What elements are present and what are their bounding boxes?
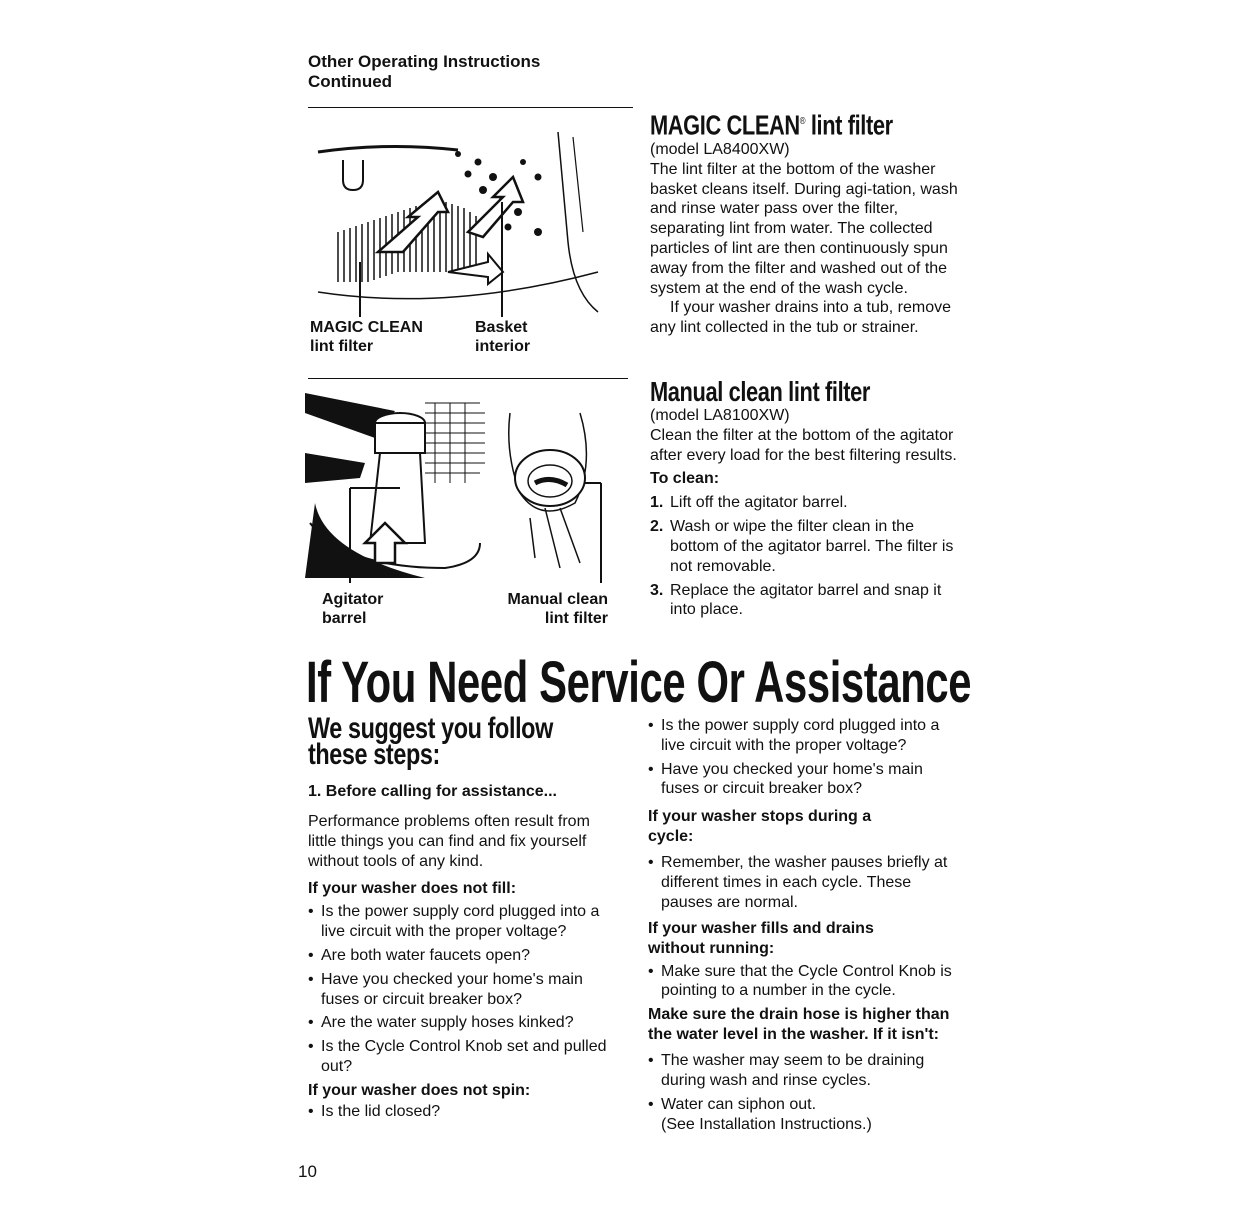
not-spin-list-continued — [648, 716, 963, 799]
step-text: Replace the agitator barrel and snap it into place. — [670, 581, 942, 619]
magic-clean-illustration — [308, 122, 608, 322]
to-clean-heading: To clean: — [650, 470, 720, 488]
list-item — [308, 970, 618, 1010]
caption-line: barrel — [322, 610, 367, 627]
list-item — [308, 1013, 618, 1033]
caption-line: interior — [475, 338, 531, 355]
drain-hose-list — [648, 1051, 963, 1114]
title-text: MAGIC CLEAN — [650, 109, 800, 141]
manual-clean-section — [650, 376, 960, 624]
manual-clean-illustration — [305, 393, 615, 583]
drain-hose-heading: Make sure the drain hose is higher than the water level in the washer. If it isn't: — [648, 1006, 950, 1044]
item-text: Remember, the washer pauses briefly at different times in each cycle. These pauses are normal. — [661, 854, 948, 911]
item-text: Is the lid closed? — [321, 1102, 441, 1120]
list-item — [650, 493, 960, 513]
item-text: Make sure that the Cycle Control Knob is pointing to a number in the cycle. — [661, 962, 952, 1000]
divider — [308, 378, 628, 379]
step-1-heading: 1. Before calling for assistance... — [308, 783, 557, 800]
bullet: • — [308, 970, 314, 988]
see-installation-note: (See Installation Instructions.) — [661, 1115, 872, 1133]
item-text: Is the Cycle Control Knob set and pulled out? — [321, 1038, 607, 1075]
agitator-barrel-label — [322, 590, 383, 628]
list-item — [308, 1037, 618, 1077]
step-text: Wash or wipe the filter clean in the bottom of the agitator barrel. The filter is not removable. — [670, 518, 954, 575]
item-text: Is the power supply cord plugged into a live circuit with the proper voltage? — [661, 717, 940, 754]
bullet: • — [308, 946, 314, 964]
heading-line: these steps: — [308, 738, 440, 771]
list-item — [648, 853, 963, 912]
model-line: (model LA8400XW) — [650, 141, 790, 158]
fills-drains-list — [648, 962, 963, 1002]
service-right-column — [648, 716, 963, 1134]
section-header — [308, 52, 540, 92]
model-line: (model LA8100XW) — [650, 407, 790, 424]
caption-line: Manual clean — [507, 591, 608, 608]
item-text: Water can siphon out. — [661, 1095, 817, 1113]
magic-clean-section — [650, 106, 960, 338]
not-fill-heading: If your washer does not fill: — [308, 880, 517, 898]
bullet: • — [648, 854, 654, 872]
bullet: • — [308, 903, 314, 921]
service-left-column — [308, 712, 618, 1126]
list-item — [648, 716, 963, 756]
list-item — [308, 946, 618, 966]
bullet: • — [648, 760, 654, 778]
not-spin-heading: If your washer does not spin: — [308, 1081, 531, 1099]
intro-paragraph: Performance problems often result from little things you can find and fix yourself without tools of any kind. — [308, 813, 590, 870]
bullet: • — [308, 1102, 314, 1120]
paragraph: Clean the filter at the bottom of the agitator after every load for the best filtering results. — [650, 426, 957, 464]
bullet: • — [648, 717, 654, 734]
registered-mark: ® — [799, 116, 806, 127]
bullet: • — [308, 1014, 314, 1032]
item-text: Are the water supply hoses kinked? — [321, 1014, 574, 1032]
stops-list — [648, 853, 963, 912]
bullet: • — [308, 1038, 314, 1056]
paragraph: If your washer drains into a tub, remove any lint collected in the tub or strainer. — [650, 299, 952, 337]
caption-line: Basket — [475, 319, 528, 336]
magic-clean-label — [310, 318, 423, 356]
basket-interior-label — [475, 318, 530, 356]
paragraph: The lint filter at the bottom of the washer basket cleans itself. During agi-tation, wash and rinse water pass over the filter, separating lint from water. The collected particles of lint are then continuously spun away from the filter and washed out of the system at the end of the wash cycle. — [650, 160, 958, 297]
step-text: Lift off the agitator barrel. — [670, 494, 848, 512]
list-item — [648, 962, 963, 1002]
caption-line: lint filter — [544, 610, 608, 627]
title-text: lint filter — [805, 109, 893, 141]
step-number: 2. — [650, 518, 664, 536]
step-number: 3. — [650, 581, 664, 599]
not-fill-list — [308, 902, 618, 1076]
item-text: Have you checked your home's main fuses or circuit breaker box? — [321, 970, 583, 1008]
divider — [308, 107, 633, 108]
list-item — [648, 760, 963, 800]
list-item — [648, 1051, 963, 1091]
list-item — [308, 1102, 618, 1122]
magic-clean-title — [650, 106, 893, 141]
stops-heading: If your washer stops during a cycle: — [648, 808, 872, 846]
manual-clean-label — [480, 590, 608, 628]
header-line-2: Continued — [308, 72, 393, 91]
page-title: If You Need Service Or Assistance — [306, 650, 972, 715]
not-spin-list-start — [308, 1102, 618, 1122]
bullet: • — [648, 962, 654, 980]
step-number: 1. — [650, 494, 664, 512]
list-item — [648, 1095, 963, 1115]
bullet: • — [648, 1095, 654, 1113]
list-item — [650, 517, 960, 576]
magic-clean-body — [650, 140, 960, 338]
item-text: Are both water faucets open? — [321, 946, 531, 964]
item-text: The washer may seem to be draining during wash and rinse cycles. — [661, 1052, 925, 1089]
item-text: Is the power supply cord plugged into a live circuit with the proper voltage? — [321, 903, 600, 941]
suggest-heading — [308, 712, 553, 771]
heading-line: We suggest you follow — [308, 712, 553, 745]
caption-line: MAGIC CLEAN — [310, 319, 423, 336]
page-number: 10 — [298, 1162, 317, 1181]
list-item — [308, 902, 618, 942]
caption-line: lint filter — [310, 338, 374, 355]
fills-drains-heading: If your washer fills and drains without running: — [648, 919, 874, 957]
header-line-1: Other Operating Instructions — [308, 52, 541, 71]
cleaning-steps — [650, 493, 960, 620]
item-text: Have you checked your home's main fuses or circuit breaker box? — [661, 760, 923, 798]
list-item — [650, 581, 960, 621]
bullet: • — [648, 1052, 654, 1070]
manual-clean-body — [650, 406, 960, 465]
manual-clean-title: Manual clean lint filter — [650, 376, 871, 407]
caption-line: Agitator — [322, 591, 384, 608]
